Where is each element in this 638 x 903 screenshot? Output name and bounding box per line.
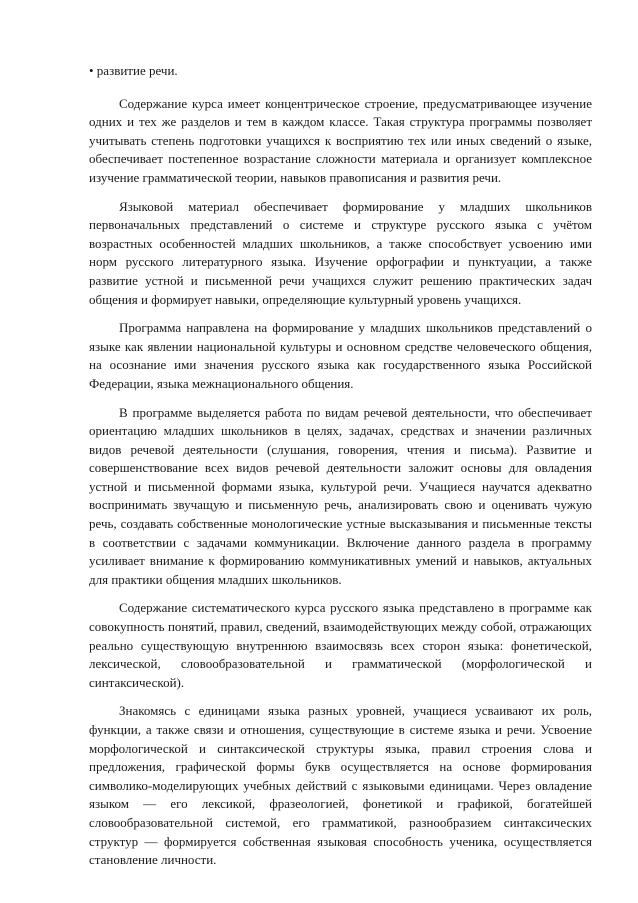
document-page [89, 62, 592, 876]
paragraph-program-aims: Программа направлена на формирование у младших школьников представлений о языке как явлении национальной культуры и основном средстве человеческого общения, на осознание ими значения русского языка как государственного языка Российской Федерации, языка межнационального общения. [89, 320, 592, 391]
bullet-item: • развитие речи. [89, 63, 178, 78]
paragraph-course-structure: Содержание курса имеет концентрическое строение, предусматривающее изучение одних и тех же разделов и тем в каждом классе. Такая структура программы позволяет учитывать степень подготовки учащихся к восприятию тех или иных сведений о языке, обеспечивает постепенное возрастание сложности материала и организует комплексное изучение грамматической теории, навыков правописания и развития речи. [89, 95, 592, 185]
paragraph-language-material: Языковой материал обеспечивает формирование у младших школьников первоначальных представлений о системе и структуре русского языка с учётом возрастных особенностей младших школьников, а также способствует усвоению ими норм русского литературного языка. Изучение орфографии и пунктуации, а также развитие устной и письменной речи учащихся служит решению практических задач общения и формирует навыки, определяющие культурный уровень учащихся. [89, 198, 592, 307]
paragraph-systematic-course: Содержание систематического курса русского языка представлено в программе как совокупность понятий, правил, сведений, взаимодействующих между собой, отражающих реально существующую внутреннюю взаимосвязь всех сторон языка: фонетической, лексической, словообразовательной и грамматической (морфологической и синтаксической). [89, 600, 592, 690]
paragraph-language-units: Знакомясь с единицами языка разных уровней, учащиеся усваивают их роль, функции, а также связи и отношения, существующие в системе языка и речи. Усвоение морфологической и синтаксической структуры языка, правил строения слова и предложения, графической формы букв осуществляется на основе формирования символико-моделирующих учебных действий с языковыми единицами. Через овладение языком — его лексикой, фразеологией, фонетикой и графикой, богатейшей словообразовательной системой, его грамматикой, разнообразием синтаксических структур — формируется собственная языковая способность ученика, осуществляется становление личности. [89, 703, 592, 868]
paragraph-speech-activity: В программе выделяется работа по видам речевой деятельности, что обеспечивает ориентацию младших школьников в целях, задачах, средствах и значении различных видов речевой деятельности (слушания, говорения, чтения и письма). Развитие и совершенствование всех видов речевой деятельности заложит основы для овладения устной и письменной формами языка, культурой речи. Учащиеся научатся адекватно воспринимать звучащую и письменную речь, анализировать свою и оценивать чужую речь, создавать собственные монологические устные высказывания и письменные тексты в соответствии с задачами коммуникации. Включение данного раздела в программу усиливает внимание к формированию коммуникативных умений и навыков, актуальных для практики общения младших школьников. [89, 404, 592, 587]
